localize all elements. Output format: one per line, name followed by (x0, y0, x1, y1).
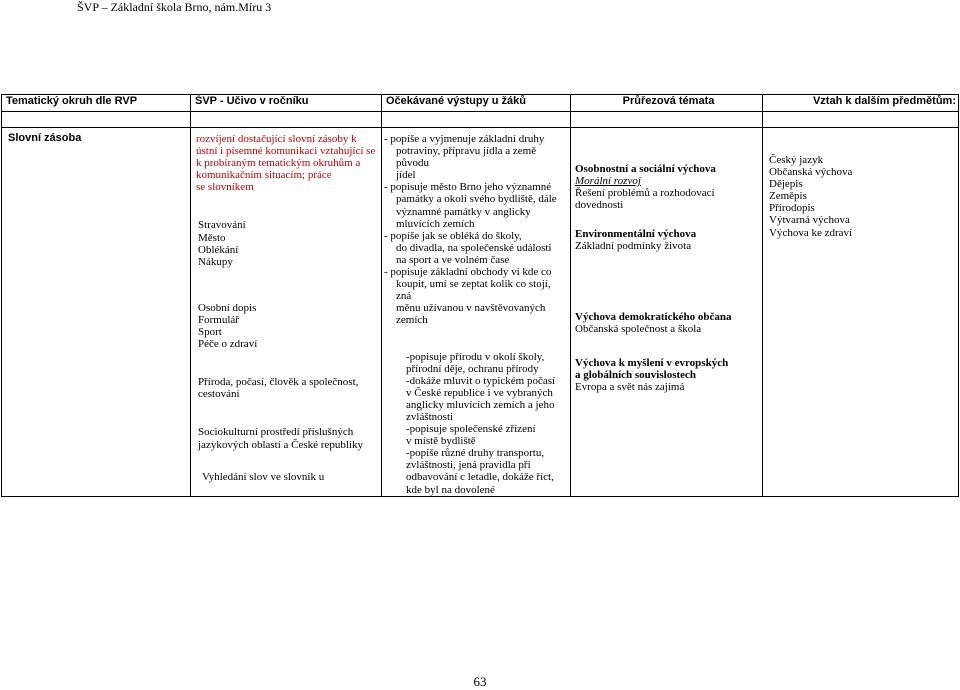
outcome-line: odbavování c letadle, dokáže říct, (406, 471, 554, 484)
curriculum-group (196, 219, 379, 267)
table-spacer-row (2, 112, 959, 128)
text-line: ústní i písemné komunikaci vztahující se (196, 145, 376, 158)
related-subject: Dějepis (769, 178, 803, 191)
theme-item: Občanská společnost a škola (575, 322, 702, 335)
outcome-line: na sport a ve volném čase (396, 253, 510, 266)
theme-heading: Výchova k myšlení v evropských (575, 356, 729, 369)
outcome-line: zvláštnosti, jená pravidla při (406, 459, 531, 472)
column-header (571, 95, 763, 112)
theme-heading: Environmentální výchova (575, 228, 697, 241)
related-subject: Zeměpis (769, 190, 807, 203)
list-item: jazykových oblastí a České republiky (198, 438, 363, 451)
theme-block (575, 228, 760, 252)
theme-item: dovednosti (575, 199, 624, 212)
document-header: ŠVP – Základní škola Brno, nám.Míru 3 (77, 0, 272, 14)
list-item: Stravování (198, 219, 246, 232)
outcomes-cell (382, 128, 571, 497)
list-item: Město (198, 231, 226, 244)
outcome-line: - popíše jak se obléká do školy, (384, 229, 522, 242)
theme-heading: Osobnostní a sociální výchova (575, 163, 716, 175)
outcome-line: jídel (396, 169, 416, 182)
column-header (763, 95, 959, 112)
text-line: rozvíjení dostačující slovní zásoby k (196, 133, 357, 145)
curriculum-cell (191, 128, 382, 497)
related-subject: Český jazyk (769, 154, 824, 166)
theme-heading: Výchova demokratického občana (575, 310, 732, 323)
list-item: Oblékání (198, 243, 239, 256)
outcome-line: v místě bydliště (406, 435, 476, 448)
outcomes-block (384, 351, 568, 496)
theme-heading: a globálních souvislostech (575, 368, 697, 381)
text-line: k probíraným tematickým okruhům a (196, 157, 361, 170)
table-row (2, 128, 959, 497)
relations-cell (763, 128, 959, 497)
outcome-line: koupit, umí se zeptat kolik co stojí, zná (396, 278, 551, 303)
list-item: Péče o zdraví (198, 338, 258, 351)
column-header (191, 95, 382, 112)
theme-block (575, 357, 760, 393)
text-line: komunikačním situacím; práce (196, 169, 332, 182)
outcome-line: významné památky v anglicky (396, 205, 531, 218)
outcome-line: - popíše a vyjmenuje základní druhy (384, 133, 545, 145)
column-header-label: Tematický okruh dle RVP (6, 95, 138, 107)
list-item: Vyhledání slov ve slovník u (202, 470, 325, 483)
list-item: Formulář (198, 313, 239, 326)
column-header (382, 95, 571, 112)
theme-block (575, 163, 760, 211)
list-item: Sociokulturní prostředí příslušných (198, 426, 354, 439)
column-header-label: Průřezová témata (622, 95, 715, 107)
outcome-line: - popisuje město Brno jeho významné (384, 181, 552, 194)
outcome-line: anglicky mluvících zemích a jeho (406, 398, 555, 411)
themes-cell (571, 128, 763, 497)
list-item: Nákupy (198, 255, 233, 268)
theme-subheading: Morální rozvoj (575, 175, 641, 188)
column-header-label: ŠVP - Učivo v ročníku (195, 95, 309, 107)
outcome-line: měnu užívanou v navštěvovaných (396, 302, 546, 315)
topic-label: Slovní zásoba (8, 132, 82, 144)
theme-item: Řešení problémů a rozhodovací (575, 187, 715, 200)
curriculum-group (196, 302, 379, 350)
outcome-line: do divadla, na společenské události (396, 241, 552, 254)
related-subject: Výtvarná výchova (769, 214, 850, 227)
related-subject: Výchova ke zdraví (769, 226, 853, 239)
curriculum-group (196, 471, 379, 483)
curriculum-table (1, 94, 959, 497)
table-header-row (2, 95, 959, 112)
theme-block (575, 311, 760, 335)
list-item: cestování (198, 388, 240, 401)
list-item: Osobní dopis (198, 301, 257, 314)
outcome-line: v České republice i ve vybraných (406, 386, 553, 399)
curriculum-group (196, 376, 379, 400)
column-header (2, 95, 191, 112)
theme-item: Základní podmínky života (575, 240, 692, 253)
outcome-line: kde byl na dovolené (406, 483, 495, 496)
column-header-label: Očekávané výstupy u žáků (386, 95, 527, 107)
list-item: Příroda, počasí, člověk a společnost, (198, 376, 359, 389)
curriculum-group (196, 426, 379, 450)
topic-cell (2, 128, 191, 497)
outcome-line: -popíše různé druhy transportu, (406, 447, 545, 460)
outcome-line: -dokáže mluvit o typickém počasí (406, 374, 556, 387)
outcome-line: památky a okolí svého bydliště, dále (396, 193, 557, 206)
outcome-line: - popisuje základní obchody ví kde co (384, 266, 552, 279)
curriculum-intro (196, 133, 379, 193)
outcome-line: -popisuje přírodu v okolí školy, (406, 350, 545, 363)
outcome-line: mluvících zemích (396, 217, 475, 230)
related-subject: Občanská výchova (769, 166, 853, 179)
outcome-line: potraviny, přípravu jídla a země původu (396, 145, 537, 170)
outcomes-block (384, 133, 568, 327)
page-number: 63 (473, 674, 487, 689)
list-item: Sport (198, 326, 222, 339)
theme-item: Evropa a svět nás zajímá (575, 380, 685, 393)
text-line: se slovníkem (196, 181, 254, 194)
outcome-line: zvláštnosti (406, 410, 454, 423)
related-subject: Přírodopis (769, 202, 815, 215)
outcome-line: zemích (396, 314, 428, 327)
outcome-line: -popisuje společenské zřízení (406, 423, 536, 436)
outcome-line: přírodní děje, ochranu přírody (406, 362, 539, 375)
column-header-label: Vztah k dalším předmětům: (812, 95, 956, 107)
